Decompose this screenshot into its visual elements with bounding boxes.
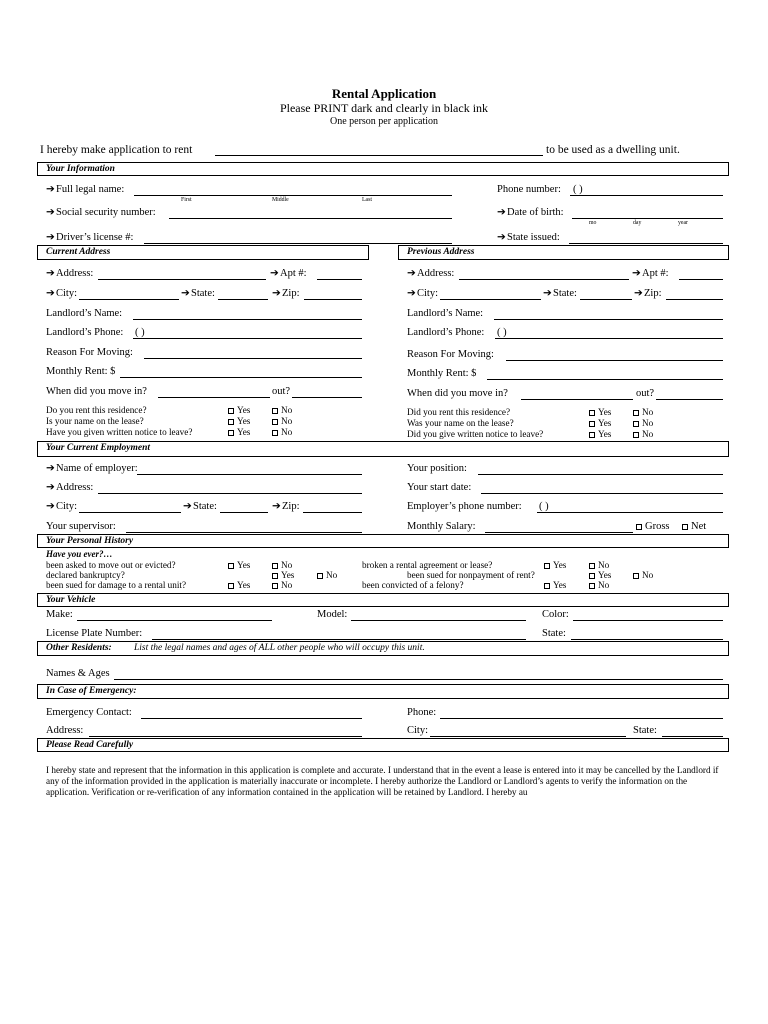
- current-apt-label: Apt #:: [280, 268, 307, 279]
- employer-address-label: Address:: [56, 482, 94, 493]
- gross-checkbox[interactable]: [636, 522, 670, 533]
- dob-year-caption: year: [678, 220, 688, 226]
- checkbox-icon: [272, 573, 278, 579]
- arrow-icon: ➔: [181, 288, 190, 299]
- current-moved-in-field[interactable]: [158, 397, 270, 398]
- emergency-city-field[interactable]: [430, 736, 626, 737]
- yes-label: Yes: [281, 570, 295, 580]
- yes-label: Yes: [237, 560, 251, 570]
- section-title: Previous Address: [407, 247, 475, 257]
- disclaimer-paragraph: I hereby state and represent that the information in this application is complete and accurate. I understand that in the event a lease is entered into it may be cancelled by the Landlord if any of the information provided in the application is materially inaccurate or incomplete. I hereby authorize the Landlord or Landlord’s agents to verify the information on the application. Verification or re-verification of any information contained in the application will be retained by Landlord. I hereby au: [46, 765, 719, 797]
- arrow-icon: ➔: [272, 288, 281, 299]
- current-zip-label: Zip:: [282, 288, 300, 299]
- gross-label: Gross: [645, 521, 670, 532]
- current-address-label: Address:: [56, 268, 94, 279]
- phone-field[interactable]: [570, 195, 723, 196]
- dob-label: Date of birth:: [507, 207, 564, 218]
- yes-checkbox[interactable]: [589, 571, 611, 580]
- previous-landlord-phone-label: Landlord’s Phone:: [407, 327, 485, 338]
- dob-mo-caption: mo: [589, 220, 597, 226]
- emergency-state-field[interactable]: [662, 736, 723, 737]
- checkbox-icon: [272, 408, 278, 414]
- arrow-icon: ➔: [543, 288, 552, 299]
- previous-rent-field[interactable]: [487, 379, 723, 380]
- previous-apt-field[interactable]: [679, 279, 723, 280]
- no-label: No: [281, 560, 293, 570]
- previous-q2: Was your name on the lease?: [407, 418, 514, 428]
- arrow-icon: ➔: [497, 232, 506, 243]
- yes-checkbox[interactable]: [228, 428, 250, 437]
- checkbox-icon: [272, 583, 278, 589]
- section-header-emergency: [37, 684, 729, 699]
- no-checkbox[interactable]: [272, 406, 292, 415]
- current-state-field[interactable]: [218, 299, 268, 300]
- checkbox-icon: [228, 419, 234, 425]
- previous-state-label: State:: [553, 288, 577, 299]
- dob-day-caption: day: [633, 220, 642, 226]
- employer-phone-paren: ( ): [539, 501, 549, 512]
- checkbox-icon: [544, 583, 550, 589]
- current-state-label: State:: [191, 288, 215, 299]
- full-name-field[interactable]: [134, 195, 452, 196]
- section-title: Your Current Employment: [46, 443, 150, 453]
- checkbox-icon: [589, 432, 595, 438]
- form-subtitle: Please PRINT dark and clearly in black ink: [279, 101, 489, 115]
- current-landlord-phone-label: Landlord’s Phone:: [46, 327, 124, 338]
- no-checkbox[interactable]: [272, 417, 292, 426]
- full-name-label: Full legal name:: [56, 184, 125, 195]
- no-checkbox[interactable]: [317, 571, 337, 580]
- previous-reason-field[interactable]: [506, 360, 723, 361]
- arrow-icon: ➔: [497, 207, 506, 218]
- checkbox-icon: [272, 430, 278, 436]
- employer-zip-label: Zip:: [282, 501, 300, 512]
- no-label: No: [642, 418, 654, 428]
- previous-reason-label: Reason For Moving:: [407, 349, 494, 360]
- position-field[interactable]: [478, 474, 723, 475]
- current-reason-field[interactable]: [144, 358, 362, 359]
- checkbox-icon: [633, 432, 639, 438]
- employer-address-field[interactable]: [98, 493, 362, 494]
- other-residents-note: List the legal names and ages of ALL other people who will occupy this unit.: [134, 643, 425, 653]
- employer-city-field[interactable]: [79, 512, 181, 513]
- yes-checkbox[interactable]: [589, 408, 611, 417]
- history-q4: broken a rental agreement or lease?: [362, 560, 493, 570]
- current-landlord-phone-paren: ( ): [135, 327, 145, 338]
- previous-landlord-phone-field[interactable]: [495, 338, 723, 339]
- arrow-icon: ➔: [46, 463, 55, 474]
- have-you-ever-label: Have you ever?…: [46, 549, 113, 559]
- employer-label: Name of employer:: [56, 463, 138, 474]
- yes-checkbox[interactable]: [228, 417, 250, 426]
- current-q3: Have you given written notice to leave?: [46, 427, 193, 437]
- current-city-field[interactable]: [79, 299, 179, 300]
- no-checkbox[interactable]: [272, 428, 292, 437]
- vehicle-color-field[interactable]: [573, 620, 723, 621]
- checkbox-icon: [633, 573, 639, 579]
- current-city-label: City:: [56, 288, 78, 299]
- checkbox-icon: [228, 563, 234, 569]
- no-checkbox[interactable]: [633, 419, 653, 428]
- yes-label: Yes: [237, 427, 251, 437]
- checkbox-icon: [228, 430, 234, 436]
- yes-label: Yes: [553, 580, 567, 590]
- yes-checkbox[interactable]: [272, 571, 294, 580]
- no-label: No: [642, 407, 654, 417]
- checkbox-icon: [589, 563, 595, 569]
- emergency-state-label: State:: [633, 725, 657, 736]
- vehicle-model-field[interactable]: [351, 620, 526, 621]
- yes-checkbox[interactable]: [228, 406, 250, 415]
- no-label: No: [642, 429, 654, 439]
- previous-q1: Did you rent this residence?: [407, 407, 511, 417]
- arrow-icon: ➔: [634, 288, 643, 299]
- checkbox-icon: [589, 410, 595, 416]
- arrow-icon: ➔: [46, 268, 55, 279]
- previous-state-field[interactable]: [580, 299, 632, 300]
- checkbox-icon: [228, 408, 234, 414]
- license-label: Driver’s license #:: [56, 232, 134, 243]
- section-title: Please Read Carefully: [46, 739, 134, 750]
- emergency-contact-field[interactable]: [141, 718, 362, 719]
- no-label: No: [281, 416, 293, 426]
- checkbox-icon: [544, 563, 550, 569]
- yes-label: Yes: [237, 405, 251, 415]
- section-title: Your Vehicle: [46, 594, 96, 605]
- vehicle-state-label: State:: [542, 628, 566, 639]
- no-label: No: [598, 560, 610, 570]
- previous-q3: Did you give written notice to leave?: [407, 429, 544, 439]
- checkbox-icon: [589, 421, 595, 427]
- no-checkbox[interactable]: [272, 561, 292, 570]
- state-issued-field[interactable]: [569, 243, 723, 244]
- arrow-icon: ➔: [46, 207, 55, 218]
- emergency-address-field[interactable]: [89, 736, 362, 737]
- employer-city-label: City:: [56, 501, 78, 512]
- section-title: Current Address: [46, 247, 111, 257]
- vehicle-color-label: Color:: [542, 609, 569, 620]
- yes-label: Yes: [237, 416, 251, 426]
- previous-address-field[interactable]: [459, 279, 629, 280]
- checkbox-icon: [228, 583, 234, 589]
- yes-checkbox[interactable]: [228, 561, 250, 570]
- previous-city-label: City:: [417, 288, 439, 299]
- yes-label: Yes: [598, 570, 612, 580]
- checkbox-icon: [633, 421, 639, 427]
- vehicle-state-field[interactable]: [571, 639, 723, 640]
- current-landlord-phone-field[interactable]: [133, 338, 362, 339]
- form-note: One person per application: [329, 116, 439, 127]
- names-ages-field[interactable]: [114, 679, 723, 680]
- current-moved-in-label: When did you move in?: [46, 386, 147, 397]
- no-checkbox[interactable]: [633, 408, 653, 417]
- current-out-label: out?: [272, 386, 291, 397]
- current-out-field[interactable]: [292, 397, 362, 398]
- previous-out-label: out?: [636, 388, 655, 399]
- arrow-icon: ➔: [46, 482, 55, 493]
- arrow-icon: ➔: [632, 268, 641, 279]
- checkbox-icon: [636, 524, 642, 530]
- arrow-icon: ➔: [183, 501, 192, 512]
- history-q6: been convicted of a felony?: [362, 580, 464, 590]
- no-checkbox[interactable]: [633, 571, 653, 580]
- no-label: No: [281, 427, 293, 437]
- previous-address-label: Address:: [417, 268, 455, 279]
- ssn-label: Social security number:: [56, 207, 156, 218]
- employer-state-field[interactable]: [220, 512, 268, 513]
- checkbox-icon: [272, 419, 278, 425]
- name-last-caption: Last: [362, 197, 372, 203]
- previous-landlord-name-field[interactable]: [494, 319, 723, 320]
- no-label: No: [642, 570, 654, 580]
- net-label: Net: [691, 521, 707, 532]
- previous-moved-in-label: When did you move in?: [407, 388, 508, 399]
- previous-rent-label: Monthly Rent: $: [407, 368, 477, 379]
- intro-lead: I hereby make application to rent: [40, 144, 193, 156]
- supervisor-field[interactable]: [126, 532, 362, 533]
- section-title: Your Information: [46, 163, 115, 174]
- employer-phone-field[interactable]: [537, 512, 723, 513]
- section-title: In Case of Emergency:: [46, 686, 137, 696]
- history-q1: been asked to move out or evicted?: [46, 560, 176, 570]
- yes-checkbox[interactable]: [228, 581, 250, 590]
- salary-field[interactable]: [485, 532, 633, 533]
- previous-landlord-phone-paren: ( ): [497, 327, 507, 338]
- section-header-personal-history: [37, 534, 729, 548]
- section-header-read-carefully: [37, 738, 729, 752]
- vehicle-make-label: Make:: [46, 609, 73, 620]
- plate-number-label: License Plate Number:: [46, 628, 143, 639]
- arrow-icon: ➔: [46, 288, 55, 299]
- employer-field[interactable]: [137, 474, 362, 475]
- checkbox-icon: [633, 410, 639, 416]
- employer-phone-label: Employer’s phone number:: [407, 501, 522, 512]
- no-checkbox[interactable]: [589, 581, 609, 590]
- section-header-vehicle: [37, 593, 729, 607]
- intro-tail: to be used as a dwelling unit.: [546, 144, 680, 156]
- start-date-label: Your start date:: [407, 482, 472, 493]
- employer-zip-field[interactable]: [303, 512, 362, 513]
- current-landlord-name-label: Landlord’s Name:: [46, 308, 123, 319]
- current-rent-field[interactable]: [120, 377, 362, 378]
- emergency-address-label: Address:: [46, 725, 84, 736]
- name-first-caption: First: [181, 197, 192, 203]
- current-q1: Do you rent this residence?: [46, 405, 147, 415]
- position-label: Your position:: [407, 463, 467, 474]
- previous-city-field[interactable]: [440, 299, 541, 300]
- employer-state-label: State:: [193, 501, 217, 512]
- history-q5: been sued for nonpayment of rent?: [407, 570, 535, 580]
- checkbox-icon: [589, 573, 595, 579]
- previous-zip-label: Zip:: [644, 288, 662, 299]
- phone-paren: ( ): [573, 184, 583, 195]
- form-title: Rental Application: [331, 86, 437, 101]
- phone-label: Phone number:: [497, 184, 561, 195]
- current-apt-field[interactable]: [317, 279, 362, 280]
- arrow-icon: ➔: [407, 268, 416, 279]
- names-ages-label: Names & Ages: [46, 668, 110, 679]
- section-header-your-information: [37, 162, 729, 176]
- state-issued-label: State issued:: [507, 232, 560, 243]
- no-label: No: [281, 405, 293, 415]
- checkbox-icon: [317, 573, 323, 579]
- section-title: Other Residents:: [46, 643, 112, 653]
- vehicle-model-label: Model:: [317, 609, 348, 620]
- current-reason-label: Reason For Moving:: [46, 347, 133, 358]
- yes-label: Yes: [598, 429, 612, 439]
- yes-checkbox[interactable]: [589, 430, 611, 439]
- emergency-phone-field[interactable]: [440, 718, 723, 719]
- checkbox-icon: [589, 583, 595, 589]
- section-title: Your Personal History: [46, 535, 134, 546]
- current-address-field[interactable]: [98, 279, 266, 280]
- previous-zip-field[interactable]: [666, 299, 723, 300]
- emergency-contact-label: Emergency Contact:: [46, 707, 132, 718]
- no-checkbox[interactable]: [633, 430, 653, 439]
- dob-field[interactable]: [572, 218, 723, 219]
- current-rent-label: Monthly Rent: $: [46, 366, 116, 377]
- arrow-icon: ➔: [46, 501, 55, 512]
- ssn-field[interactable]: [169, 218, 452, 219]
- yes-label: Yes: [237, 580, 251, 590]
- current-zip-field[interactable]: [304, 299, 362, 300]
- no-label: No: [281, 580, 293, 590]
- arrow-icon: ➔: [407, 288, 416, 299]
- yes-label: Yes: [598, 407, 612, 417]
- arrow-icon: ➔: [270, 268, 279, 279]
- emergency-city-label: City:: [407, 725, 429, 736]
- start-date-field[interactable]: [481, 493, 723, 494]
- plate-number-field[interactable]: [152, 639, 526, 640]
- no-checkbox[interactable]: [272, 581, 292, 590]
- arrow-icon: ➔: [46, 184, 55, 195]
- no-label: No: [598, 580, 610, 590]
- license-field[interactable]: [144, 243, 452, 244]
- supervisor-label: Your supervisor:: [46, 521, 116, 532]
- no-checkbox[interactable]: [589, 561, 609, 570]
- vehicle-make-field[interactable]: [77, 620, 272, 621]
- name-middle-caption: Middle: [272, 197, 289, 203]
- yes-checkbox[interactable]: [589, 419, 611, 428]
- previous-out-field[interactable]: [656, 399, 723, 400]
- current-q2: Is your name on the lease?: [46, 416, 144, 426]
- history-q2: declared bankruptcy?: [46, 570, 125, 580]
- current-landlord-name-field[interactable]: [133, 319, 362, 320]
- yes-checkbox[interactable]: [544, 581, 566, 590]
- yes-label: Yes: [553, 560, 567, 570]
- yes-label: Yes: [598, 418, 612, 428]
- salary-label: Monthly Salary:: [407, 521, 476, 532]
- unit-address-line[interactable]: [215, 155, 543, 156]
- history-q3: been sued for damage to a rental unit?: [46, 580, 187, 590]
- arrow-icon: ➔: [272, 501, 281, 512]
- previous-landlord-name-label: Landlord’s Name:: [407, 308, 484, 319]
- previous-moved-in-field[interactable]: [521, 399, 633, 400]
- net-checkbox[interactable]: [682, 522, 706, 533]
- emergency-phone-label: Phone:: [407, 707, 437, 718]
- no-label: No: [326, 570, 338, 580]
- arrow-icon: ➔: [46, 232, 55, 243]
- previous-apt-label: Apt #:: [642, 268, 669, 279]
- checkbox-icon: [272, 563, 278, 569]
- yes-checkbox[interactable]: [544, 561, 566, 570]
- checkbox-icon: [682, 524, 688, 530]
